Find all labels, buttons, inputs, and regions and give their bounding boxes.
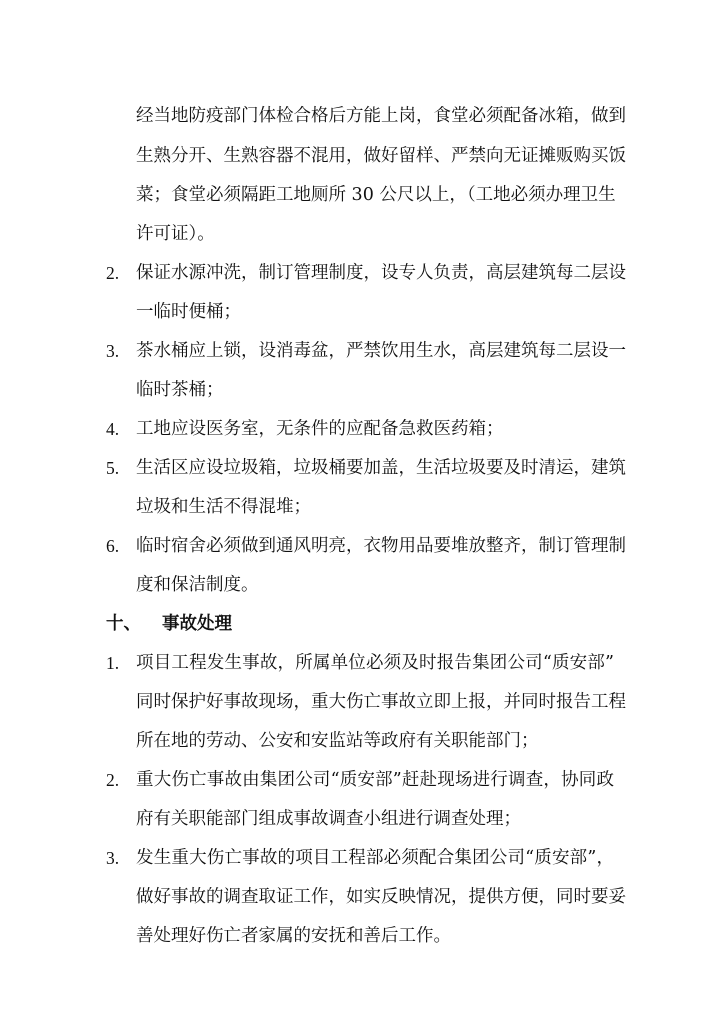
intro-line-4: 许可证）。 [136, 224, 215, 244]
list-item-line: 善处理好伤亡者家属的安抚和善后工作。 [136, 926, 451, 946]
list-item-line: 生活区应设垃圾箱，垃圾桶要加盖，生活垃圾要及时清运，建筑 [136, 458, 626, 478]
list-item-line: 工地应设医务室，无条件的应配备急救医药箱； [136, 419, 504, 439]
list-item-line: 做好事故的调查取证工作，如实反映情况，提供方便，同时要妥 [136, 887, 626, 907]
section-title: 事故处理 [162, 614, 232, 634]
list-item-line: 临时宿舍必须做到通风明亮，衣物用品要堆放整齐，制订管理制 [136, 536, 626, 556]
list-item-number: 2. [106, 263, 120, 283]
intro-line-1: 经当地防疫部门体检合格后方能上岗，食堂必须配备冰箱，做到 [136, 106, 626, 126]
list-item-line: 项目工程发生事故，所属单位必须及时报告集团公司“质安部” [136, 653, 614, 673]
list-item-line: 重大伤亡事故由集团公司“质安部”赶赴现场进行调查，协同政 [136, 770, 614, 790]
list-item-number: 5. [106, 458, 120, 478]
list-item-line: 同时保护好事故现场，重大伤亡事故立即上报，并同时报告工程 [136, 692, 626, 712]
list-item-line: 度和保洁制度。 [136, 575, 259, 595]
list-item-line: 临时茶桶； [136, 380, 224, 400]
list-item-line: 所在地的劳动、公安和安监站等政府有关职能部门； [136, 731, 539, 751]
list-item-line: 府有关职能部门组成事故调查小组进行调查处理； [136, 809, 521, 829]
list-item-number: 6. [106, 536, 120, 556]
list-item-number: 3. [106, 848, 120, 868]
list-item-line: 保证水源冲洗，制订管理制度，设专人负责，高层建筑每二层设 [136, 263, 626, 283]
list-item-line: 发生重大伤亡事故的项目工程部必须配合集团公司“质安部”， [136, 848, 614, 868]
list-item-line: 茶水桶应上锁，设消毒盆，严禁饮用生水，高层建筑每二层设一 [136, 341, 626, 361]
list-item-number: 2. [106, 770, 120, 790]
section-number: 十、 [106, 614, 141, 634]
list-item-line: 垃圾和生活不得混堆； [136, 497, 311, 517]
list-item-number: 1. [106, 653, 120, 673]
intro-line-2: 生熟分开、生熟容器不混用，做好留样、严禁向无证摊贩购买饭 [136, 146, 626, 166]
list-item-number: 3. [106, 341, 120, 361]
intro-line-3: 菜；食堂必须隔距工地厕所 30 公尺以上，（工地必须办理卫生 [136, 185, 616, 205]
list-item-number: 4. [106, 419, 120, 439]
list-item-line: 一临时便桶； [136, 302, 241, 322]
